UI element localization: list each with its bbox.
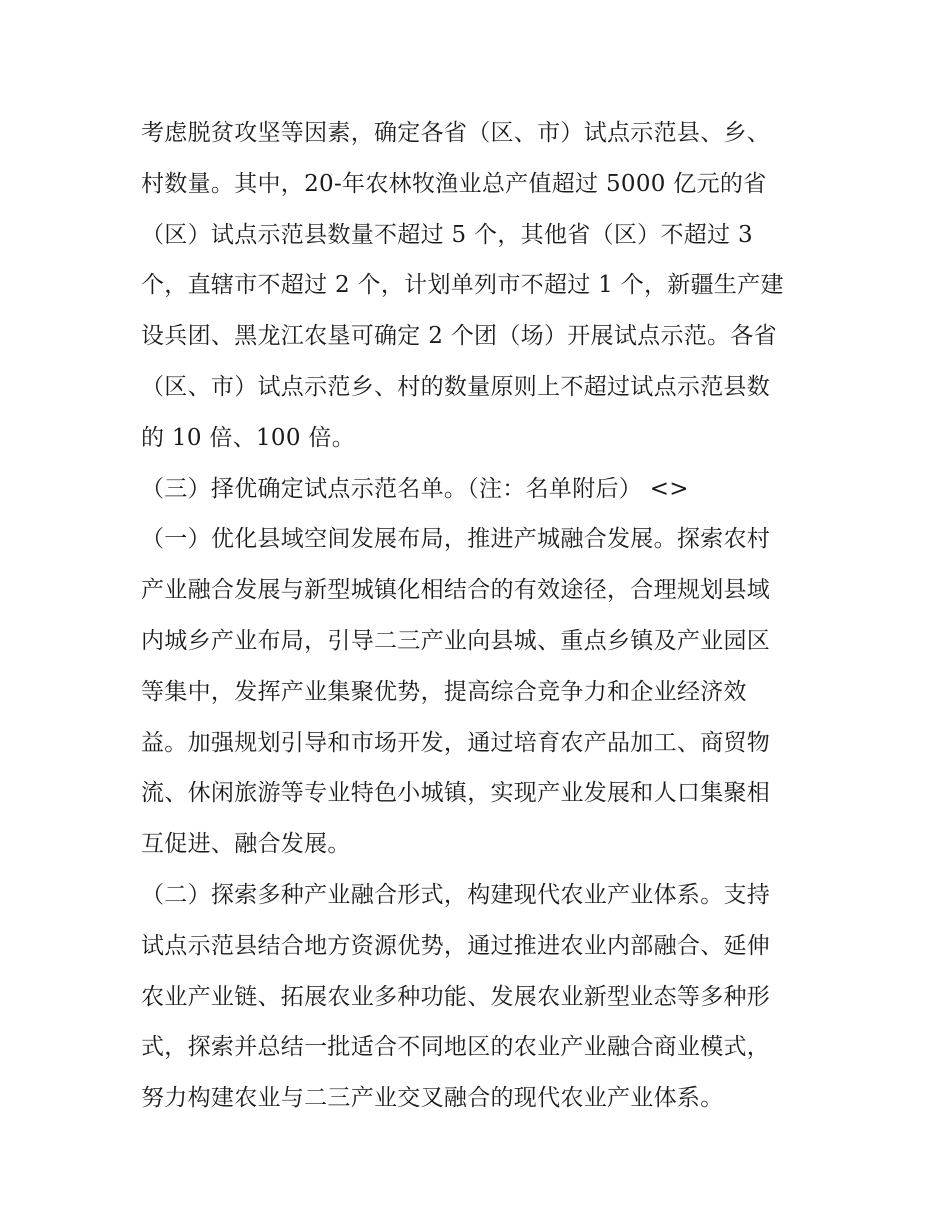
text-line: （区）试点示范县数量不超过 5 个，其他省（区）不超过 3 [141,221,753,248]
section-heading: （三）择优确定试点示范名单。（注：名单附后） <> [141,475,689,502]
text-line: 的 10 倍、100 倍。 [141,424,355,451]
text-line: 等集中，发挥产业集聚优势，提高综合竞争力和企业经济效 [141,678,747,705]
text-line: 产业融合发展与新型城镇化相结合的有效途径，合理规划县域 [141,577,771,604]
text-line: 考虑脱贫攻坚等因素，确定各省（区、市）试点示范县、乡、 [141,120,771,146]
text-line: 互促进、融合发展。 [141,831,351,858]
text-line: （二）探索多种产业融合形式，构建现代农业产业体系。支持 [141,881,771,908]
text-line: 益。加强规划引导和市场开发，通过培育农产品加工、商贸物 [141,729,771,756]
text-line: 设兵团、黑龙江农垦可确定 2 个团（场）开展试点示范。各省 [141,323,777,350]
text-line: 试点示范县结合地方资源优势，通过推进农业内部融合、延伸 [141,932,771,959]
text-line: 式，探索并总结一批适合不同地区的农业产业融合商业模式， [141,1034,771,1061]
text-line: 村数量。其中，20-年农林牧渔业总产值超过 5000 亿元的省 [141,170,767,197]
body-text [141,108,821,1124]
text-line: 努力构建农业与二三产业交叉融合的现代农业产业体系。 [141,1085,724,1112]
text-line: 内城乡产业布局，引导二三产业向县城、重点乡镇及产业园区 [141,627,771,654]
text-line: 农业产业链、拓展农业多种功能、发展农业新型业态等多种形 [141,983,771,1010]
text-line: 个，直辖市不超过 2 个，计划单列市不超过 1 个，新疆生产建 [141,272,784,299]
text-line: （区、市）试点示范乡、村的数量原则上不超过试点示范县数 [141,373,771,400]
text-line: （一）优化县域空间发展布局，推进产城融合发展。探索农村 [141,526,771,553]
text-line: 流、休闲旅游等专业特色小城镇，实现产业发展和人口集聚相 [141,780,771,807]
